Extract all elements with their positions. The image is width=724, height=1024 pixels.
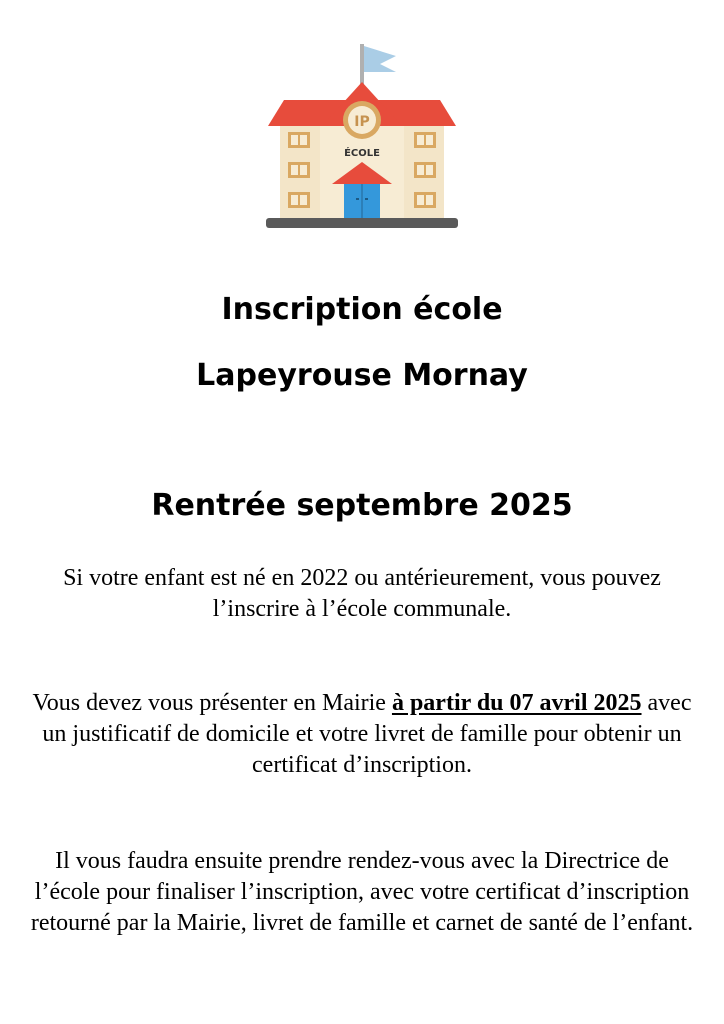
title-line-2: Lapeyrouse Mornay (196, 358, 528, 393)
ecole-sign: ÉCOLE (344, 148, 380, 159)
paragraph-mairie-before: Vous devez vous présenter en Mairie (32, 690, 392, 716)
title-line-1: Inscription école (221, 292, 503, 327)
paragraph-directrice: Il vous faudra ensuite prendre rendez-vous avec la Directrice de l’école pour finaliser l’inscription, avec votre certificat d’inscription retourné par la Mairie, livret de famille et carnet de santé de l’enfant. (30, 848, 694, 936)
subtitle: Rentrée septembre 2025 (151, 488, 573, 523)
paragraph-eligibility: Si votre enfant est né en 2022 ou antérieurement, vous pouvez l’inscrire à l’école communale. (63, 565, 661, 622)
paragraph-mairie (20, 688, 704, 781)
emblem-text: IP (354, 114, 370, 130)
registration-date: à partir du 07 avril 2025 (391, 690, 642, 716)
paragraph-mairie-after: avec un justificatif de domicile et votre livret de famille pour obtenir un certificat d’inscription. (42, 690, 692, 778)
school-building-icon (262, 42, 462, 234)
